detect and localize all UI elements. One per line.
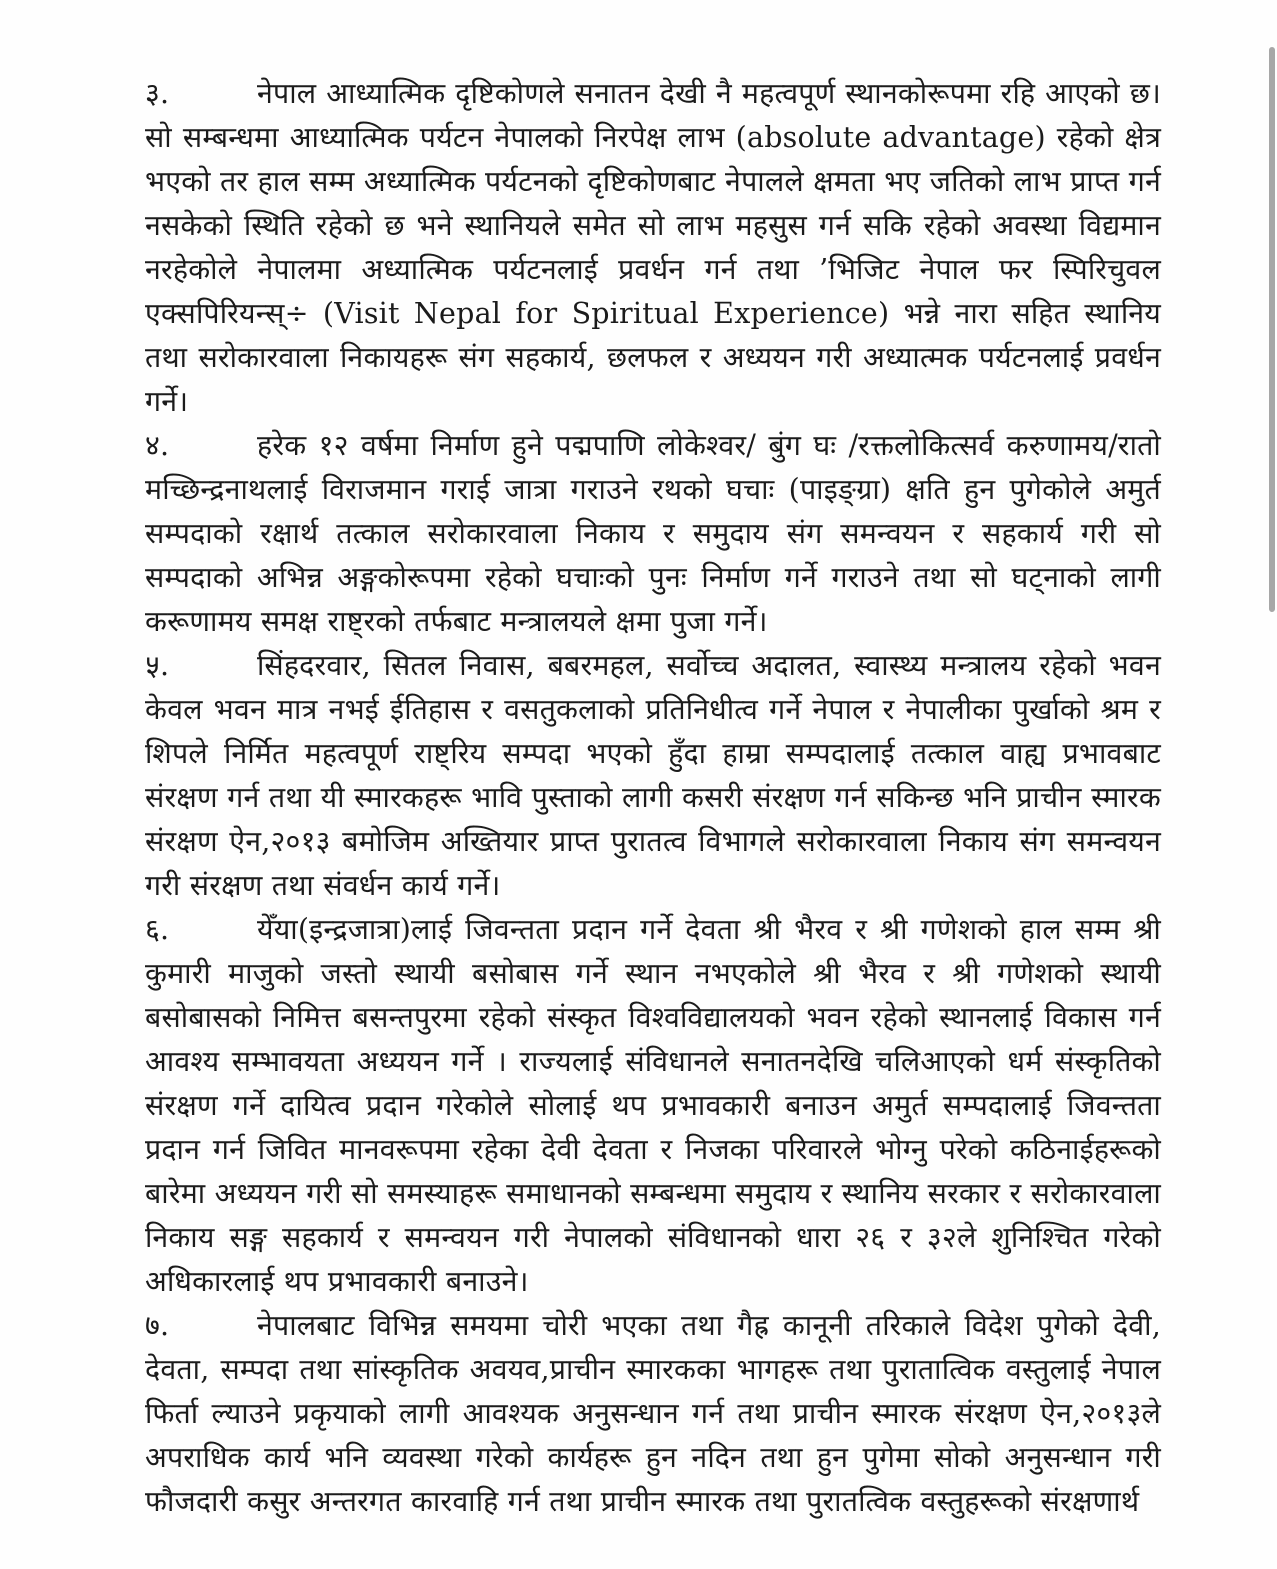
paragraph <box>145 72 1161 424</box>
paragraph <box>145 1304 1161 1524</box>
paragraph-text: नेपालबाट विभिन्न समयमा चोरी भएका तथा गैह्र कानूनी तरिकाले विदेश पुगेको देवी, देवता, सम्पदा तथा सांस्कृतिक अवयव,प्राचीन स्मारकका भागहरू तथा पुरातात्विक वस्तुलाई नेपाल फिर्ता ल्याउने प्रकृयाको लागी आवश्यक अनुसन्धान गर्न तथा प्राचीन स्मारक संरक्षण ऐन,२०१३ले अपराधिक कार्य भनि व्यवस्था गरेको कार्यहरू हुन नदिन तथा हुन पुगेमा सोको अनुसन्धान गरी फौजदारी कसुर अन्तरगत कारवाहि गर्न तथा प्राचीन स्मारक तथा पुरातत्विक वस्तुहरूको संरक्षणार्थ <box>145 1309 1161 1518</box>
paragraph-text: नेपाल आध्यात्मिक दृष्टिकोणले सनातन देखी नै महत्वपूर्ण स्थानकोरूपमा रहि आएको छ। सो सम्बन्धमा आध्यात्मिक पर्यटन नेपालको निरपेक्ष लाभ (absolute advantage) रहेको क्षेत्र भएको तर हाल सम्म अध्यात्मिक पर्यटनको दृष्टिकोणबाट नेपालले क्षमता भए जतिको लाभ प्राप्त गर्न नसकेको स्थिति रहेको छ भने स्थानियले समेत सो लाभ महसुस गर्न सकि रहेको अवस्था विद्यमान नरहेकोले नेपालमा अध्यात्मिक पर्यटनलाई प्रवर्धन गर्न तथा ’भिजिट नेपाल फर स्पिरिचुवल एक्सपिरियन्स्÷ (Visit Nepal for Spiritual Experience) भन्ने नारा सहित स्थानिय तथा सरोकारवाला निकायहरू संग सहकार्य, छलफल र अध्ययन गरी अध्यात्मक पर्यटनलाई प्रवर्धन गर्ने। <box>145 77 1161 418</box>
paragraph-text: हरेक १२ वर्षमा निर्माण हुने पद्मपाणि लोकेश्वर/ बुंग घः /रक्तलोकित्सर्व करुणामय/रातो मच्छिन्द्रनाथलाई विराजमान गराई जात्रा गराउने रथको घचाः (पाइङ्ग्रा) क्षति हुन पुगेकोले अमुर्त सम्पदाको रक्षार्थ तत्काल सरोकारवाला निकाय र समुदाय संग समन्वयन र सहकार्य गरी सो सम्पदाको अभिन्न अङ्गकोरूपमा रहेको घचाःको पुनः निर्माण गर्ने गराउने तथा सो घट्नाको लागी करूणामय समक्ष राष्ट्रको तर्फबाट मन्त्रालयले क्षमा पुजा गर्ने। <box>145 429 1161 638</box>
paragraph-text: सिंहदरवार, सितल निवास, बबरमहल, सर्वोच्च अदालत, स्वास्थ्य मन्त्रालय रहेको भवन केवल भवन मात्र नभई ईतिहास र वसतुकलाको प्रतिनिधीत्व गर्ने नेपाल र नेपालीका पुर्खाको श्रम र शिपले निर्मित महत्वपूर्ण राष्ट्रिय सम्पदा भएको हुँदा हाम्रा सम्पदालाई तत्काल वाह्य प्रभावबाट संरक्षण गर्न तथा यी स्मारकहरू भावि पुस्ताको लागी कसरी संरक्षण गर्न सकिन्छ भनि प्राचीन स्मारक संरक्षण ऐन,२०१३ बमोजिम अख्तियार प्राप्त पुरातत्व विभागले सरोकारवाला निकाय संग समन्वयन गरी संरक्षण तथा संवर्धन कार्य गर्ने। <box>145 649 1161 902</box>
paragraph-text: येँया(इन्द्रजात्रा)लाई जिवन्तता प्रदान गर्ने देवता श्री भैरव र श्री गणेशको हाल सम्म श्री कुमारी माजुको जस्तो स्थायी बसोबास गर्ने स्थान नभएकोले श्री भैरव र श्री गणेशको स्थायी बसोबासको निमित्त बसन्तपुरमा रहेको संस्कृत विश्वविद्यालयको भवन रहेको स्थानलाई विकास गर्न आवश्य सम्भावयता अध्ययन गर्ने । राज्यलाई संविधानले सनातनदेखि चलिआएको धर्म संस्कृतिको संरक्षण गर्ने दायित्व प्रदान गरेकोले सोलाई थप प्रभावकारी बनाउन अमुर्त सम्पदालाई जिवन्तता प्रदान गर्न जिवित मानवरूपमा रहेका देवी देवता र निजका परिवारले भोग्नु परेको कठिनाईहरूको बारेमा अध्ययन गरी सो समस्याहरू समाधानको सम्बन्धमा समुदाय र स्थानिय सरकार र सरोकारवाला निकाय सङ्ग सहकार्य र समन्वयन गरी नेपालको संविधानको धारा २६ र ३२ले शुनिश्चित गरेको अधिकारलाई थप प्रभावकारी बनाउने। <box>145 913 1161 1298</box>
scrollbar-thumb[interactable] <box>1269 47 1275 612</box>
paragraph-number: ७. <box>145 1309 170 1342</box>
paragraph-number: ५. <box>145 649 170 682</box>
paragraph <box>145 644 1161 908</box>
paragraph <box>145 424 1161 644</box>
paragraph <box>145 908 1161 1304</box>
document-page <box>145 72 1161 1524</box>
paragraph-number: ३. <box>145 77 170 110</box>
paragraph-number: ४. <box>145 429 170 462</box>
paragraph-number: ६. <box>145 913 170 946</box>
